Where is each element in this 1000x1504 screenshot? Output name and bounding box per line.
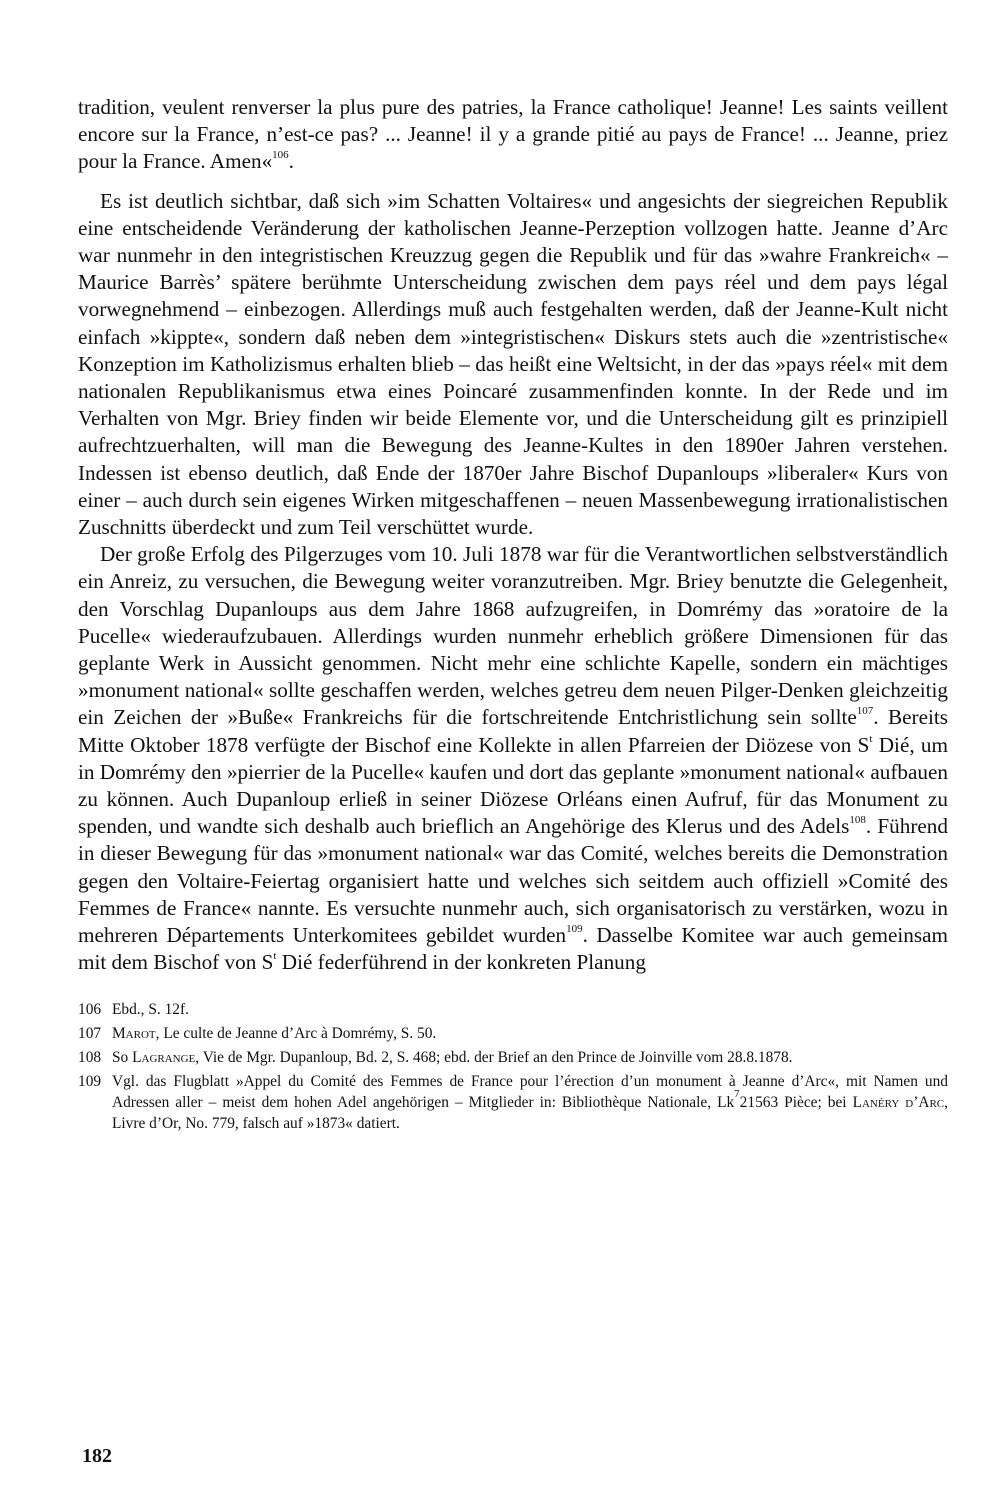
author-name: Lagrange xyxy=(132,1048,196,1066)
paragraph-3-text-e: . Dasselbe Komitee war auch gemeinsam mit dem Bischof von S xyxy=(78,923,948,975)
footnote-108 xyxy=(78,1047,948,1068)
footnote-number: 108 xyxy=(78,1048,102,1066)
footnote-number: 106 xyxy=(78,1000,102,1018)
paragraph-3-text-f: Dié federführend in der konkreten Planung xyxy=(276,950,646,975)
superscript-7: 7 xyxy=(734,1087,740,1100)
footnote-text-part: Ebd., S. 12f. xyxy=(112,1000,189,1018)
footnote-ref-106[interactable]: 106 xyxy=(272,149,289,162)
paragraph-1-end: . xyxy=(288,149,294,174)
footnote-107 xyxy=(78,1023,948,1044)
footnote-text-part: , Vie de Mgr. Dupanloup, Bd. 2, S. 468; ebd. der Brief an den Prince de Joinville vom 28.8.1878. xyxy=(195,1048,793,1066)
footnote-text xyxy=(112,1023,948,1044)
footnote-ref-107[interactable]: 107 xyxy=(856,705,874,718)
superscript-t: t xyxy=(273,950,277,963)
footnote-ref-109[interactable]: 109 xyxy=(566,923,583,936)
paragraph-2: Es ist deutlich sichtbar, daß sich »im Schatten Voltaires« und angesichts der siegreichen Republik eine entscheidende Veränderung der katholischen Jeanne-Perzeption vollzogen hatte. Jeanne d’Arc war nunmehr in den integristischen Kreuzzug gegen die Republik und für das »wahre Frankreich« – Maurice Barrès’ spätere berühmte Unterscheidung zwischen dem pays réel und dem pays légal vorwegnehmend – einbezogen. Allerdings muß auch festgehalten werden, daß der Jeanne-Kult nicht einfach »kippte«, sondern daß neben dem »integristischen« Diskurs stets auch die »zentristische« Konzeption im Katholizismus erhalten blieb – das heißt eine Weltsicht, in der das »pays réel« mit dem nationalen Republikanismus etwa eines Poincaré zusammenfinden konnte. In der Rede und im Verhalten von Mgr. Briey finden wir beide Elemente vor, und die Unterscheidung gilt es prinzipiell aufrechtzuerhalten, will man die Bewegung des Jeanne-Kultes in den 1890er Jahren verstehen. Indessen ist ebenso deutlich, daß Ende der 1870er Jahre Bischof Dupanloups »liberaler« Kurs von einer – auch durch sein eigenes Wirken mitgeschaffenen – neuen Massenbewegung irrationalistischen Zuschnitts überdeckt und zum Teil verschüttet wurde. xyxy=(78,188,948,540)
footnote-text xyxy=(112,1047,948,1068)
paragraph-3-text-b: . Bereits Mitte Oktober 1878 verfügte der Bischof eine Kollekte in allen Pfarreien der Diözese von S xyxy=(78,705,949,757)
author-name: Marot xyxy=(112,1024,156,1042)
footnote-109 xyxy=(78,1071,948,1134)
footnote-text-part: Vgl. das Flugblatt »Appel du Comité des Femmes de France pour l’érection d’un monument à Jeanne d’Arc«, mit Namen und Adressen aller – meist dem hohen Adel angehörigen – Mitglieder in: Bibliothèque Nationale, Lk xyxy=(112,1072,948,1111)
superscript-t: t xyxy=(869,732,873,745)
footnote-number: 109 xyxy=(78,1072,102,1090)
footnote-text xyxy=(112,1071,948,1134)
paragraph-3-text-c: Dié, um in Domrémy den »pierrier de la Pucelle« kaufen und dort das geplante »monument national« aufbauen zu können. Auch Dupanloup erließ in seiner Diözese Orléans einen Aufruf, für das Monument zu spenden, und wandte sich deshalb auch brieflich an Angehörige des Klerus und des Adels xyxy=(78,732,948,839)
page-number: 182 xyxy=(82,1445,112,1467)
footnote-text-part: 21563 Pièce; bei xyxy=(739,1093,853,1111)
footnote-106 xyxy=(78,999,948,1020)
footnote-number: 107 xyxy=(78,1024,102,1042)
paragraph-1 xyxy=(78,94,948,176)
footnote-text xyxy=(112,999,948,1020)
paragraph-3-text-d: . Führend in dieser Bewegung für das »monument national« war das Comité, welches bereits die Demonstration gegen den Voltaire-Feiertag organisiert hatte und welches sich seitdem auch offiziell »Comité des Femmes de France« nannte. Es versuchte nunmehr auch, sich organisatorisch zu verstärken, wozu in mehreren Départements Unterkomitees gebildet wurden xyxy=(78,814,948,948)
footnote-text-part: , Livre d’Or, No. 779, falsch auf »1873« datiert. xyxy=(112,1093,948,1132)
footnote-text-part: So xyxy=(112,1048,133,1066)
footnote-ref-108[interactable]: 108 xyxy=(849,814,866,827)
page-body xyxy=(78,94,948,1137)
paragraph-3 xyxy=(78,541,948,976)
paragraph-3-text-a: Der große Erfolg des Pilgerzuges vom 10. Juli 1878 war für die Verantwortlichen selbstverständlich ein Anreiz, zu versuchen, die Bewegung weiter voranzutreiben. Mgr. Briey benutzte die Gelegenheit, den Vorschlag Dupanloups aus dem Jahre 1868 aufzugreifen, in Domrémy das »oratoire de la Pucelle« wiederaufzubauen. Allerdings wurden nunmehr erheblich größere Dimensionen für das geplante Werk in Aussicht genommen. Nicht mehr eine schlichte Kapelle, sondern ein mächtiges »monument national« sollte geschaffen werden, welches getreu dem neuen Pilger-Denken gleichzeitig ein Zeichen der »Buße« Frankreichs für die fortschreitende Entchristlichung sein sollte xyxy=(78,542,948,730)
paragraph-1-text: tradition, veulent renverser la plus pure des patries, la France catholique! Jeanne! Les saints veillent encore sur la France, n’est-ce pas? ... Jeanne! il y a grande pitié au pays de France! ... Jeanne, priez pour la France. Amen« xyxy=(78,95,948,174)
author-name: Lanéry d’Arc xyxy=(852,1093,945,1111)
footnote-text-part: , Le culte de Jeanne d’Arc à Domrémy, S. 50. xyxy=(155,1024,437,1042)
footnotes xyxy=(78,999,948,1134)
